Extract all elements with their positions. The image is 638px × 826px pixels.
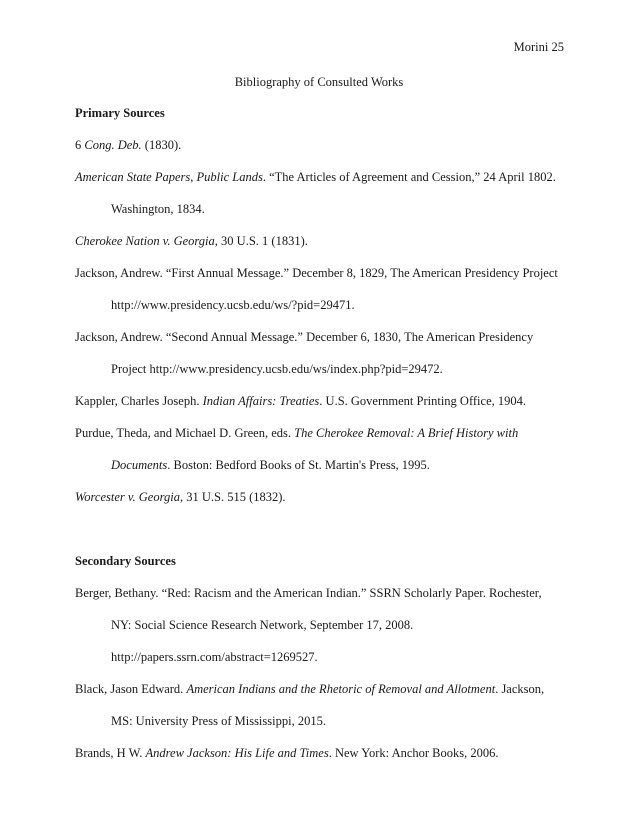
bib-entry-line (111, 618, 413, 633)
citation-text: Washington, 1834. (111, 202, 205, 216)
italic-title-text: American Indians and the Rhetoric of Removal and Allotment (186, 682, 496, 696)
bib-entry-line (75, 266, 558, 281)
citation-text: . Jackson, (495, 682, 545, 696)
italic-title-text: American State Papers (75, 170, 191, 184)
italic-title-text: Cherokee Nation v. Georgia (75, 234, 215, 248)
citation-text: Kappler, Charles Joseph. (75, 394, 203, 408)
citation-text: Black, Jason Edward. (75, 682, 187, 696)
citation-text: http://papers.ssrn.com/abstract=1269527. (111, 650, 318, 664)
citation-text: (1830). (141, 138, 182, 152)
secondary-sources-heading: Secondary Sources (75, 554, 176, 568)
page-header: Morini 25 (513, 40, 564, 54)
italic-title-text: The Cherokee Removal: A Brief History with (294, 426, 519, 440)
bib-entry-line (75, 426, 518, 441)
citation-text: Project http://www.presidency.ucsb.edu/ws/index.php?pid=29472. (111, 362, 443, 376)
italic-title-text: Worcester v. Georgia (75, 490, 180, 504)
citation-text: . U.S. Government Printing Office, 1904. (319, 394, 526, 408)
bib-entry-line (75, 330, 533, 345)
citation-text: , (190, 170, 197, 184)
bib-entry-line (111, 202, 205, 217)
citation-text: . New York: Anchor Books, 2006. (328, 746, 499, 760)
bib-entry-line (75, 682, 544, 697)
bib-entry-line (75, 138, 181, 153)
bib-entry-line (75, 394, 526, 409)
bib-entry-line (75, 586, 542, 601)
citation-text: http://www.presidency.ucsb.edu/ws/?pid=29471. (111, 298, 355, 312)
citation-text: . Boston: Bedford Books of St. Martin's Press, 1995. (167, 458, 430, 472)
bib-entry-line (111, 362, 443, 377)
bib-entry-line (111, 458, 430, 473)
citation-text: MS: University Press of Mississippi, 2015. (111, 714, 326, 728)
citation-text: Jackson, Andrew. “Second Annual Message.” December 6, 1830, The American Presidency (75, 330, 534, 344)
bib-entry-line (111, 650, 318, 665)
citation-text: 6 (75, 138, 85, 152)
citation-text: Berger, Bethany. “Red: Racism and the American Indian.” SSRN Scholarly Paper. Rochester, (75, 586, 542, 600)
italic-title-text: Cong. Deb. (84, 138, 142, 152)
italic-title-text: Andrew Jackson: His Life and Times (145, 746, 329, 760)
page-title: Bibliography of Consulted Works (234, 75, 404, 89)
citation-text: . “The Articles of Agreement and Cession,” 24 April 1802. (262, 170, 556, 184)
italic-title-text: Indian Affairs: Treaties (202, 394, 320, 408)
citation-text: , 31 U.S. 515 (1832). (179, 490, 286, 504)
bib-entry-line (111, 714, 326, 729)
bib-entry-line (75, 234, 308, 249)
bib-entry-line (75, 170, 556, 185)
citation-text: Purdue, Theda, and Michael D. Green, eds. (75, 426, 295, 440)
bib-entry-line (75, 746, 499, 761)
italic-title-text: Public Lands (196, 170, 263, 184)
primary-sources-heading: Primary Sources (75, 106, 165, 120)
bib-entry-line (75, 490, 286, 505)
bib-entry-line (111, 298, 355, 313)
citation-text: Brands, H W. (75, 746, 146, 760)
citation-text: NY: Social Science Research Network, September 17, 2008. (111, 618, 414, 632)
italic-title-text: Documents (111, 458, 168, 472)
citation-text: , 30 U.S. 1 (1831). (214, 234, 308, 248)
citation-text: Jackson, Andrew. “First Annual Message.” December 8, 1829, The American Presidency Project (75, 266, 558, 280)
